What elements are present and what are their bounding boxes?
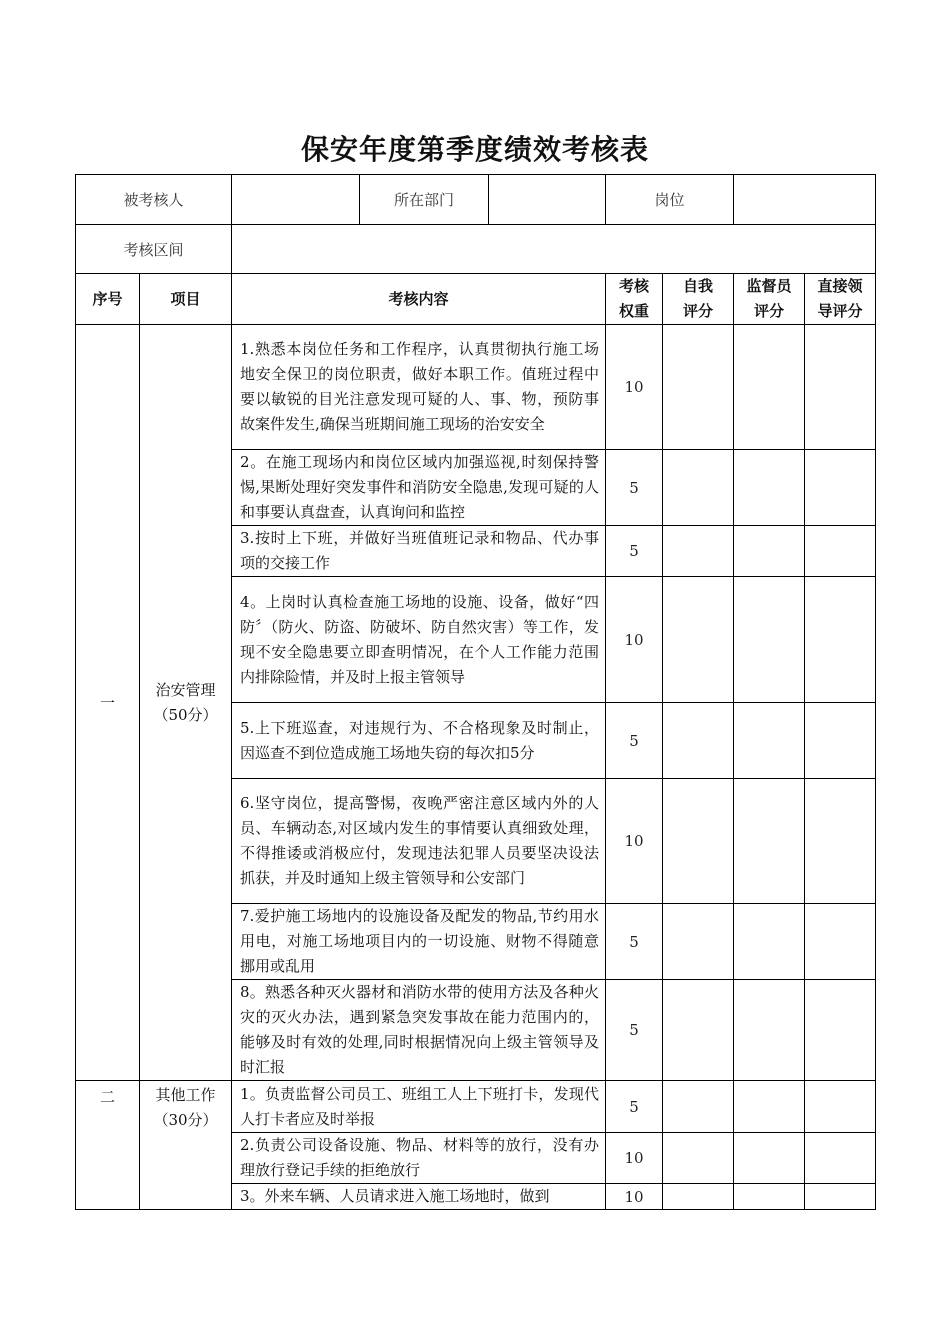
leader-score-cell[interactable] <box>805 526 876 577</box>
criterion-text: 1.熟悉本岗位任务和工作程序，认真贯彻执行施工场地安全保卫的岗位职责，做好本职工作。值班过程中要以敏锐的目光注意发现可疑的人、事、物，预防事故案件发生,确保当班期间施工现场的治安安全 <box>232 325 606 450</box>
criterion-text: 4。上岗时认真检查施工场地的设施、设备，做好“四防〞（防火、防盗、防破坏、防自然灾害）等工作，发现不安全隐患要立即查明情况，在个人工作能力范围内排除险情，并及时上报主管领导 <box>232 577 606 703</box>
leader-score-cell[interactable] <box>805 325 876 450</box>
table-row <box>76 325 876 450</box>
self-score-cell[interactable] <box>663 577 734 703</box>
supervisor-score-cell[interactable] <box>734 325 805 450</box>
header-supervisor: 监督员评分 <box>734 274 805 325</box>
criterion-text: 8。熟悉各种灭火器材和消防水带的使用方法及各种火灾的灭火办法，遇到紧急突发事故在能力范围内的，能够及时有效的处理,同时根据情况向上级主管领导及时汇报 <box>232 980 606 1081</box>
self-score-cell[interactable] <box>663 1184 734 1210</box>
leader-score-cell[interactable] <box>805 1081 876 1133</box>
header-leader: 直接领导评分 <box>805 274 876 325</box>
criterion-weight: 5 <box>606 526 663 577</box>
info-row-1 <box>76 175 876 225</box>
self-score-cell[interactable] <box>663 1081 734 1133</box>
header-item: 项目 <box>140 274 232 325</box>
supervisor-score-cell[interactable] <box>734 779 805 904</box>
person-label: 被考核人 <box>76 175 232 225</box>
criterion-text: 7.爱护施工场地内的设施设备及配发的物品,节约用水用电，对施工场地项目内的一切设施、财物不得随意挪用或乱用 <box>232 904 606 980</box>
criterion-weight: 5 <box>606 1081 663 1133</box>
supervisor-score-cell[interactable] <box>734 450 805 526</box>
info-row-2 <box>76 225 876 274</box>
leader-score-cell[interactable] <box>805 577 876 703</box>
criterion-weight: 10 <box>606 325 663 450</box>
section-seq: 二 <box>76 1081 140 1210</box>
self-score-cell[interactable] <box>663 779 734 904</box>
period-value[interactable] <box>232 225 876 274</box>
self-score-cell[interactable] <box>663 980 734 1081</box>
criterion-weight: 5 <box>606 703 663 779</box>
criterion-weight: 10 <box>606 779 663 904</box>
supervisor-score-cell[interactable] <box>734 1133 805 1184</box>
supervisor-score-cell[interactable] <box>734 526 805 577</box>
period-label: 考核区间 <box>76 225 232 274</box>
criterion-weight: 10 <box>606 577 663 703</box>
supervisor-score-cell[interactable] <box>734 980 805 1081</box>
section-item: 治安管理（50分） <box>140 325 232 1081</box>
header-row <box>76 274 876 325</box>
criterion-text: 2.负责公司设备设施、物品、材料等的放行，没有办理放行登记手续的拒绝放行 <box>232 1133 606 1184</box>
header-self: 自我评分 <box>663 274 734 325</box>
supervisor-score-cell[interactable] <box>734 703 805 779</box>
leader-score-cell[interactable] <box>805 450 876 526</box>
self-score-cell[interactable] <box>663 325 734 450</box>
dept-value[interactable] <box>489 175 606 225</box>
supervisor-score-cell[interactable] <box>734 577 805 703</box>
criterion-text: 1。负责监督公司员工、班组工人上下班打卡，发现代人打卡者应及时举报 <box>232 1081 606 1133</box>
header-seq: 序号 <box>76 274 140 325</box>
self-score-cell[interactable] <box>663 450 734 526</box>
criterion-text: 3。外来车辆、人员请求进入施工场地时，做到 <box>232 1184 606 1210</box>
header-weight: 考核权重 <box>606 274 663 325</box>
criterion-weight: 10 <box>606 1184 663 1210</box>
criterion-text: 5.上下班巡查，对违规行为、不合格现象及时制止，因巡查不到位造成施工场地失窃的每次扣5分 <box>232 703 606 779</box>
leader-score-cell[interactable] <box>805 779 876 904</box>
criterion-text: 2。在施工现场内和岗位区域内加强巡视,时刻保持警惕,果断处理好突发事件和消防安全隐患,发现可疑的人和事要认真盘查，认真询问和监控 <box>232 450 606 526</box>
leader-score-cell[interactable] <box>805 904 876 980</box>
dept-label: 所在部门 <box>360 175 489 225</box>
self-score-cell[interactable] <box>663 526 734 577</box>
criterion-weight: 5 <box>606 450 663 526</box>
supervisor-score-cell[interactable] <box>734 1184 805 1210</box>
section-item: 其他工作（30分） <box>140 1081 232 1210</box>
header-content: 考核内容 <box>232 274 606 325</box>
page-title: 保安年度第季度绩效考核表 <box>300 133 649 166</box>
self-score-cell[interactable] <box>663 904 734 980</box>
table-row <box>76 1081 876 1133</box>
self-score-cell[interactable] <box>663 1133 734 1184</box>
post-label: 岗位 <box>606 175 734 225</box>
section-seq: 一 <box>76 325 140 1081</box>
leader-score-cell[interactable] <box>805 1184 876 1210</box>
criterion-weight: 5 <box>606 904 663 980</box>
leader-score-cell[interactable] <box>805 1133 876 1184</box>
self-score-cell[interactable] <box>663 703 734 779</box>
appraisal-table <box>75 174 876 1210</box>
leader-score-cell[interactable] <box>805 980 876 1081</box>
criterion-weight: 10 <box>606 1133 663 1184</box>
criterion-text: 6.坚守岗位，提高警惕，夜晚严密注意区域内外的人员、车辆动态,对区域内发生的事情要认真细致处理，不得推诿或消极应付，发现违法犯罪人员要坚决设法抓获，并及时通知上级主管领导和公安部门 <box>232 779 606 904</box>
supervisor-score-cell[interactable] <box>734 1081 805 1133</box>
supervisor-score-cell[interactable] <box>734 904 805 980</box>
criterion-weight: 5 <box>606 980 663 1081</box>
leader-score-cell[interactable] <box>805 703 876 779</box>
person-value[interactable] <box>232 175 360 225</box>
post-value[interactable] <box>734 175 876 225</box>
criterion-text: 3.按时上下班，并做好当班值班记录和物品、代办事项的交接工作 <box>232 526 606 577</box>
